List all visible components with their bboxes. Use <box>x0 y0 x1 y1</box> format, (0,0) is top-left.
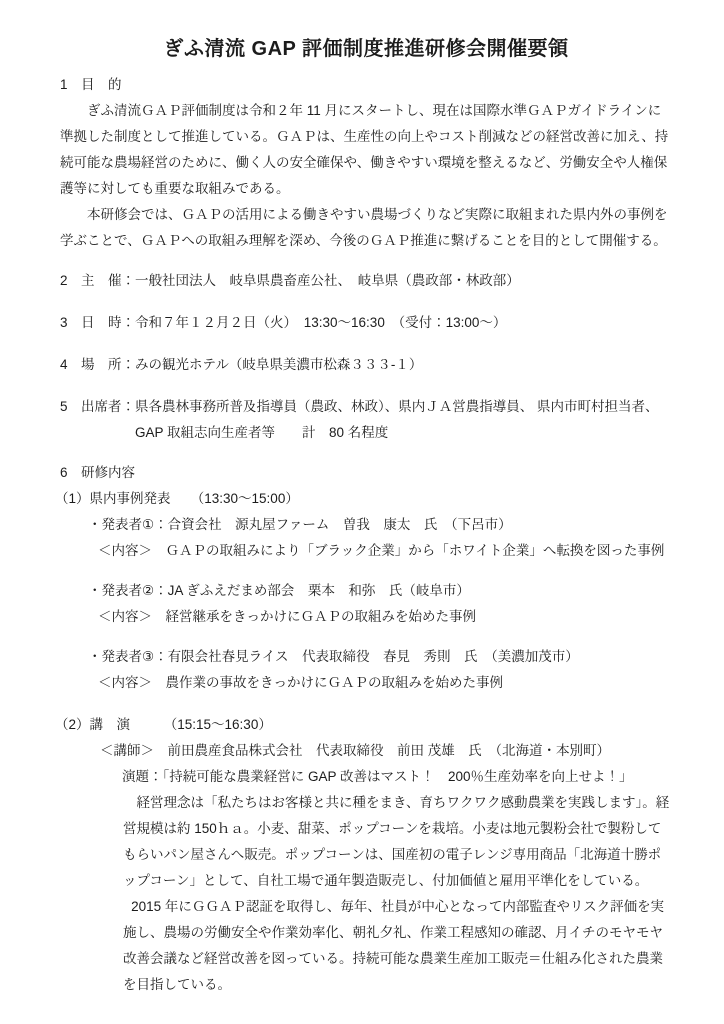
presenter-line-3: ・発表者③：有限会社春見ライス 代表取締役 春見 秀則 氏 （美濃加茂市） <box>88 649 579 664</box>
presenter-line-1: ・発表者①：合資会社 源丸屋ファーム 曽我 康太 氏 （下呂市） <box>88 517 512 532</box>
lecturer-profile-paragraph-2: 2015 年にＧＧＡＰ認証を取得し、毎年、社員が中心となって内部監査やリスク評価を実施し、農場の労働安全や作業効率化、朝礼夕礼、作業工程感知の確認、月イチのモヤモヤ改善会議など経営改善を図っている。持続可能な農業生産加工販売＝仕組み化された農業を目指している。 <box>123 899 665 992</box>
lecturer-profile-paragraph-1: 経営理念は「私たちはお客様と共に種をまき、育ちワクワク感動農業を実践します」。経営規模は約 150ｈａ。小麦、甜菜、ポップコーンを栽培。小麦は地元製粉会社で製粉してもらいパン屋さんへ販売。ポップコーンは、国産初の電子レンジ専用商品「北海道十勝ポップコーン」として、自社工場で通年製造販売し、付加価値と雇用平準化をしている。 <box>123 795 670 888</box>
lecture-session-title: （2）講 演 （15:15～16:30） <box>55 717 272 732</box>
attendees-block <box>60 394 672 446</box>
purpose-paragraph-2: 本研修会では、ＧＡＰの活用による働きやすい農場づくりなど実際に取組まれた県内外の事例を学ぶことで、ＧＡＰへの取組み理解を深め、今後のＧＡＰ推進に繋げることを目的として開催する。 <box>60 207 668 248</box>
content-line-2: ＜内容＞ 経営継承をきっかけにＧＡＰの取組みを始めた事例 <box>98 609 476 624</box>
attendees-line-1: 県各農林事務所普及指導員（農政、林政）、県内ＪＡ営農指導員、 <box>135 399 534 414</box>
program-heading: 6 研修内容 <box>60 465 136 480</box>
lecture-theme-line: 演題：「持続可能な農業経営に GAP 改善はマスト！ 200％生産効率を向上せよ！」 <box>122 769 633 784</box>
venue-line: 4 場 所：みの観光ホテル（岐阜県美濃市松森３３３-１） <box>60 357 423 372</box>
presentation-block-2 <box>60 578 672 630</box>
content-line-1: ＜内容＞ ＧＡＰの取組みにより「ブラック企業」から「ホワイト企業」へ転換を図った事例 <box>98 543 665 558</box>
attendees-label: 5 出席者： <box>60 399 136 414</box>
content-line-3: ＜内容＞ 農作業の事故をきっかけにＧＡＰの取組みを始めた事例 <box>98 675 503 690</box>
presentation-block-3 <box>60 644 672 696</box>
datetime-line: 3 日 時：令和７年１２月２日（火） 13:30～16:30 （受付：13:00～） <box>60 315 507 330</box>
purpose-paragraph-1: ぎふ清流ＧＡＰ評価制度は令和２年 11 月にスタートし、現在は国際水準ＧＡＰガイドラインに準拠した制度として推進している。ＧＡＰは、生産性の向上やコスト削減などの経営改善に加え、持続可能な農場経営のために、働く人の安全確保や、働きやすい環境を整えるなど、労働安全や人権保護等に対しても重要な取組みである。 <box>60 103 669 196</box>
attendees-value <box>135 394 672 446</box>
organizer-line: 2 主 催：一般社団法人 岐阜県農畜産公社、 岐阜県（農政部・林政部） <box>60 273 520 288</box>
presenter-line-2: ・発表者②：JA ぎふえだまめ部会 栗本 和弥 氏（岐阜市） <box>88 583 470 598</box>
attendees-line-2: 県内市町村担当者、GAP 取組志向生産者等 計 80 名程度 <box>135 399 659 440</box>
purpose-heading: 1 目 的 <box>60 77 122 92</box>
case-session-title: （1）県内事例発表 （13:30～15:00） <box>55 491 299 506</box>
lecturer-line: ＜講師＞ 前田農産食品株式会社 代表取締役 前田 茂雄 氏 （北海道・本別町） <box>100 743 610 758</box>
document-title: ぎふ清流 GAP 評価制度推進研修会開催要領 <box>163 38 569 60</box>
presentation-block-1 <box>60 512 672 564</box>
